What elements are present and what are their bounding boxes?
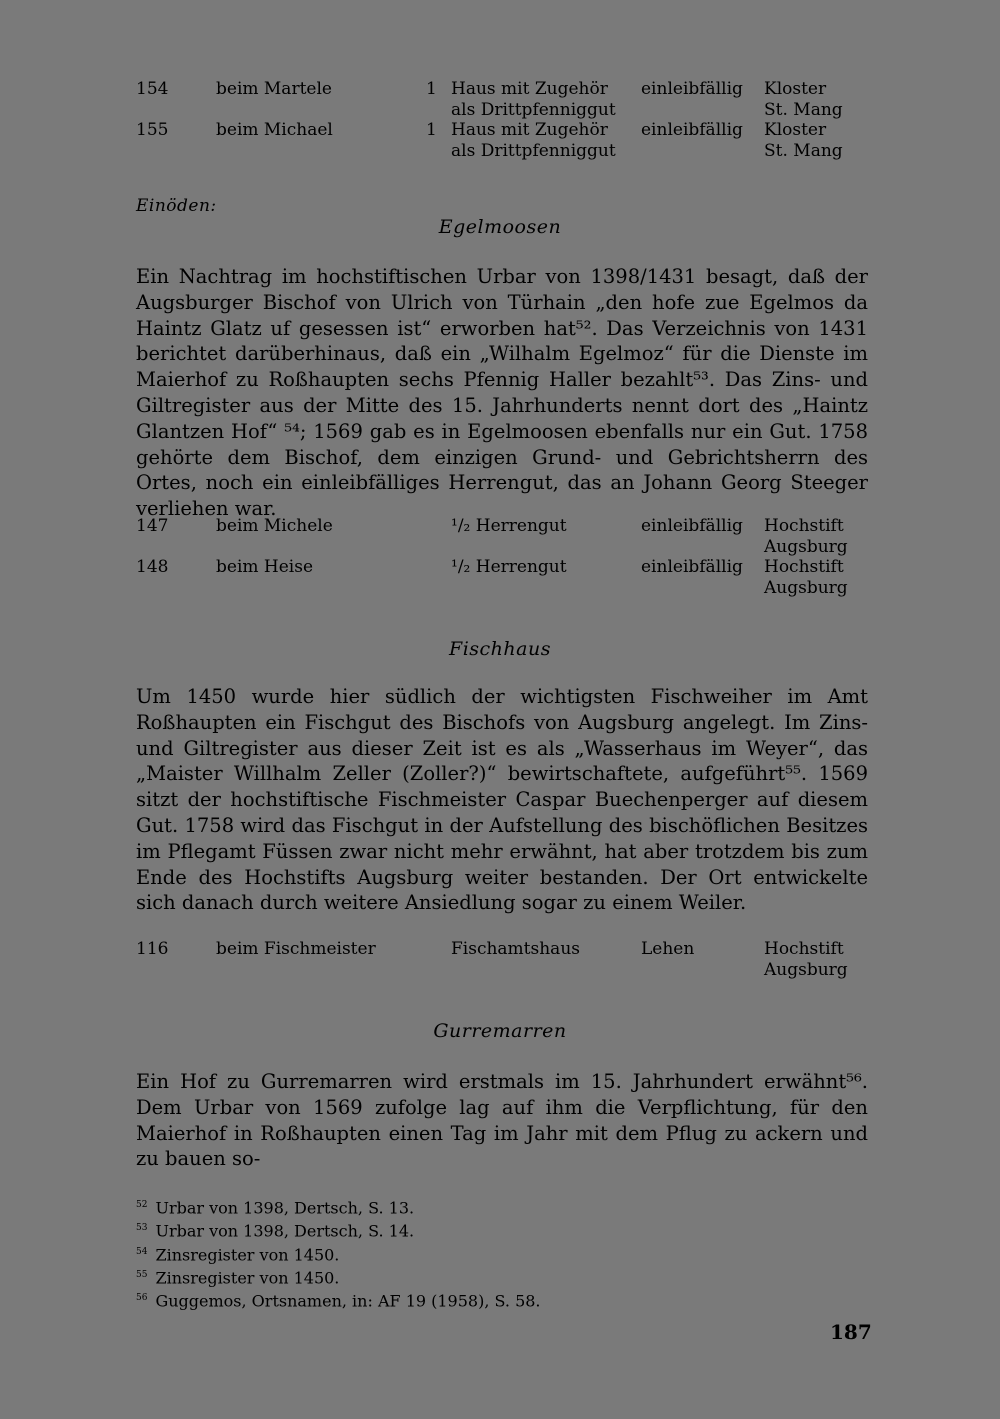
footnote <box>136 1265 868 1288</box>
owner: Hochstift Augsburg <box>764 516 848 557</box>
tenure: einleibfällig <box>641 120 743 140</box>
page-number: 187 <box>830 1320 872 1344</box>
property-type: ¹/₂ Herrengut <box>451 516 567 536</box>
footnote-mark: 55 <box>136 1269 148 1280</box>
house-number: 147 <box>136 516 169 536</box>
house-number: 154 <box>136 79 169 99</box>
paragraph: Ein Nachtrag im hochstiftischen Urbar von 1398/1431 besagt, daß der Augsburger Bischof von Ulrich von Türhain „den hofe zue Egelmos da Haintz Glatz uf gesessen ist“ erworben hat⁵². Das Verzeichnis von 1431 berichtet darüberhinaus, daß ein „Wilhalm Egelmoz“ für die Dienste im Maierhof zu Roßhaupten sechs Pfennig Haller bezahlt⁵³. Das Zins- und Giltregister aus der Mitte des 15. Jahrhunderts nennt dort des „Haintz Glantzen Hof“ ⁵⁴; 1569 gab es in Egelmoosen ebenfalls nur ein Gut. 1758 gehörte dem Bischof, dem einzigen Grund- und Gebrichtsherrn des Ortes, noch ein einleibfälliges Herrengut, das an Johann Georg Steeger verliehen war. <box>136 265 868 521</box>
house-name: beim Michael <box>216 120 333 140</box>
section-heading: Gurremarren <box>433 1020 567 1042</box>
tenure: einleibfällig <box>641 79 743 99</box>
footnote-mark: 52 <box>136 1200 148 1210</box>
footnote-mark: 56 <box>136 1293 148 1304</box>
footnote <box>136 1288 868 1311</box>
tenure: einleibfällig <box>641 516 743 536</box>
house-name: beim Martele <box>216 79 332 99</box>
section-heading: Egelmoosen <box>438 216 562 238</box>
house-name: beim Fischmeister <box>216 939 376 959</box>
section-heading: Fischhaus <box>449 638 551 660</box>
tenure: Lehen <box>641 939 695 959</box>
paragraph: Ein Hof zu Gurremarren wird erstmals im 15. Jahrhundert erwähnt⁵⁶. Dem Urbar von 1569 zufolge lag auf ihm die Verpflichtung, für den Maierhof in Roßhaupten einen Tag im Jahr mit dem Pflug zu ackern und zu bauen so- <box>136 1070 868 1171</box>
quantity: 1 <box>426 79 437 99</box>
tenure: einleibfällig <box>641 557 743 577</box>
quantity: 1 <box>426 120 437 140</box>
footnote <box>136 1218 868 1241</box>
footnote-text: Zinsregister von 1450. <box>155 1244 340 1264</box>
owner: Hochstift Augsburg <box>764 557 848 598</box>
footnote <box>136 1242 868 1265</box>
footnote-text: Urbar von 1398, Dertsch, S. 13. <box>155 1198 415 1218</box>
property-type: Haus mit Zugehör als Drittpfenniggut <box>451 120 616 161</box>
paragraph: Um 1450 wurde hier südlich der wichtigsten Fischweiher im Amt Roßhaupten ein Fischgut des Bischofs von Augsburg angelegt. Im Zins- und Giltregister aus dieser Zeit ist es als „Wasserhaus im Weyer“, das „Maister Willhalm Zeller (Zoller?)“ bewirtschaftete, aufgeführt⁵⁵. 1569 sitzt der hochstiftische Fischmeister Caspar Buechenperger auf diesem Gut. 1758 wird das Fischgut in der Aufstellung des bischöflichen Besitzes im Pflegamt Füssen zwar nicht mehr erwähnt, hat aber trotzdem bis zum Ende des Hochstifts Augsburg weiter bestanden. Der Ort entwickelte sich danach durch weitere Ansiedlung sogar zu einem Weiler. <box>136 685 868 915</box>
footnote-text: Urbar von 1398, Dertsch, S. 14. <box>155 1221 415 1241</box>
property-type: ¹/₂ Herrengut <box>451 557 567 577</box>
house-name: beim Michele <box>216 516 333 536</box>
footnote <box>136 1195 868 1218</box>
house-number: 148 <box>136 557 169 577</box>
house-name: beim Heise <box>216 557 314 577</box>
property-type: Haus mit Zugehör als Drittpfenniggut <box>451 79 616 120</box>
footnote-text: Zinsregister von 1450. <box>155 1268 340 1288</box>
footnotes <box>136 1195 868 1312</box>
footnote-mark: 54 <box>136 1246 148 1257</box>
section-label: Einöden: <box>136 196 217 216</box>
property-type: Fischamtshaus <box>451 939 580 959</box>
house-number: 116 <box>136 939 169 959</box>
owner: Kloster St. Mang <box>764 79 843 120</box>
footnote-text: Guggemos, Ortsnamen, in: AF 19 (1958), S. 58. <box>155 1291 541 1311</box>
house-number: 155 <box>136 120 169 140</box>
owner: Kloster St. Mang <box>764 120 843 161</box>
owner: Hochstift Augsburg <box>764 939 848 980</box>
footnote-mark: 53 <box>136 1223 148 1234</box>
